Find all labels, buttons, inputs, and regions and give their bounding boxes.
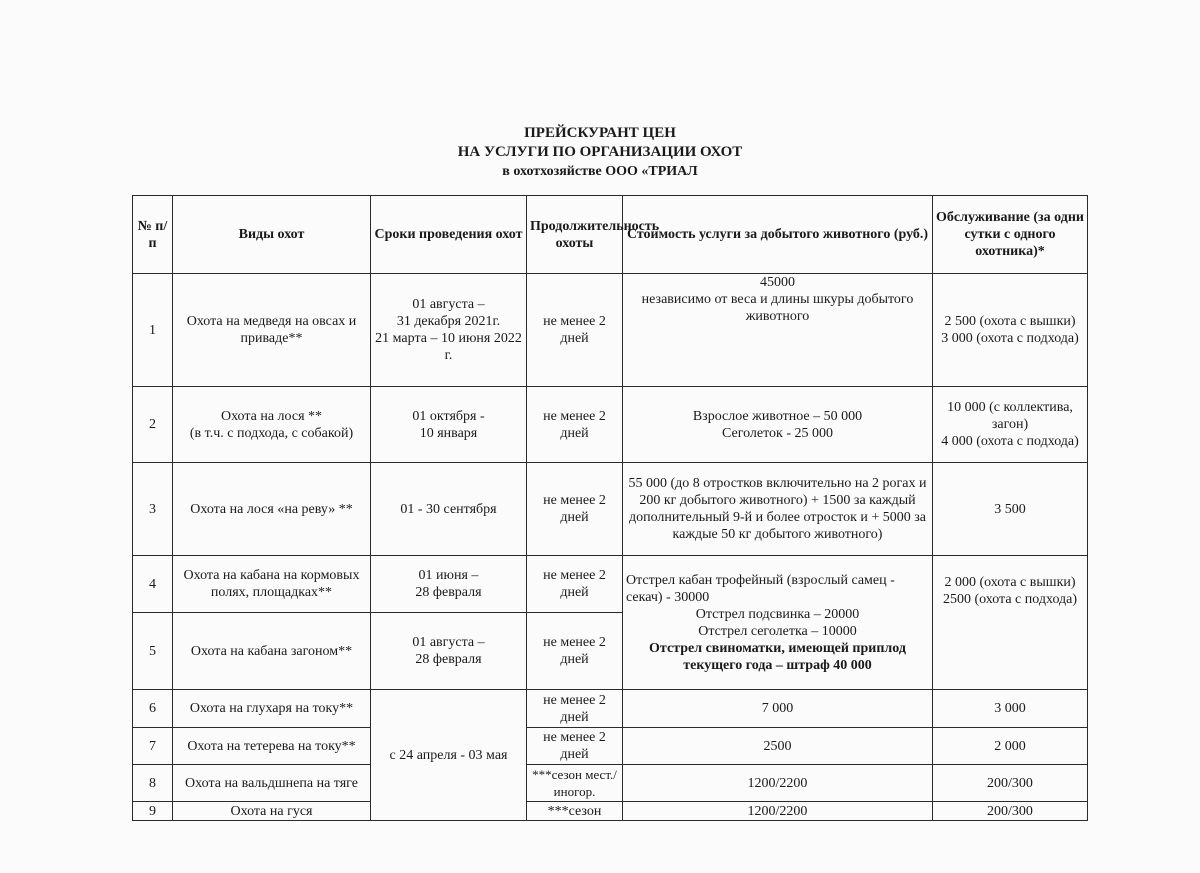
row-num: 9: [133, 802, 173, 821]
row-price: 7 000: [623, 690, 933, 728]
row-type: Охота на вальдшнепа на тяге: [173, 765, 371, 802]
row-type: Охота на гуся: [173, 802, 371, 821]
row-price: 2500: [623, 728, 933, 765]
table-row: [133, 802, 1088, 821]
title-line-3: в охотхозяйстве ООО «ТРИАЛ: [502, 164, 698, 179]
table-row: [133, 463, 1088, 556]
row-duration: не менее 2 дней: [527, 274, 623, 387]
row-dates: 01 августа – 31 декабря 2021г. 21 марта – 10 июня 2022 г.: [371, 274, 527, 387]
header-type: Виды охот: [173, 196, 371, 274]
row-duration: не менее 2 дней: [527, 728, 623, 765]
table-row: [133, 728, 1088, 765]
row-dates: 01 июня – 28 февраля: [371, 556, 527, 613]
row-type: Охота на кабана на кормовых полях, площадках**: [173, 556, 371, 613]
row-duration: не менее 2 дней: [527, 387, 623, 463]
table-row: [133, 690, 1088, 728]
row-service: 3 000: [933, 690, 1088, 728]
document-title: [330, 124, 870, 181]
boar-price-line-3: Отстрел сеголетка – 10000: [698, 623, 857, 639]
row-type: Охота на медведя на овсах и приваде**: [173, 274, 371, 387]
row-num: 2: [133, 387, 173, 463]
row-service: 3 500: [933, 463, 1088, 556]
row-price: 1200/2200: [623, 765, 933, 802]
row-num: 6: [133, 690, 173, 728]
row-service: 200/300: [933, 765, 1088, 802]
row-dates: 01 августа – 28 февраля: [371, 613, 527, 690]
table-row: [133, 274, 1088, 387]
table-row: [133, 387, 1088, 463]
row-type: Охота на глухаря на току**: [173, 690, 371, 728]
row-type: Охота на тетерева на току**: [173, 728, 371, 765]
row-price: Взрослое животное – 50 000 Сеголеток - 25 000: [623, 387, 933, 463]
header-num: № п/п: [133, 196, 173, 274]
row-duration: не менее 2 дней: [527, 613, 623, 690]
table-header-row: [133, 196, 1088, 274]
row-num: 8: [133, 765, 173, 802]
spring-dates-cell: с 24 апреля - 03 мая: [371, 690, 527, 821]
row-num: 3: [133, 463, 173, 556]
table-row: [133, 556, 1088, 613]
row-dates: 01 октября - 10 января: [371, 387, 527, 463]
title-line-2: НА УСЛУГИ ПО ОРГАНИЗАЦИИ ОХОТ: [457, 144, 743, 160]
row-duration: не менее 2 дней: [527, 463, 623, 556]
row-num: 4: [133, 556, 173, 613]
price-table: [132, 195, 1088, 821]
row-price: 45000 независимо от веса и длины шкуры добытого животного: [623, 274, 933, 387]
boar-price-line-4: Отстрел свиноматки, имеющей приплод текущего года – штраф 40 000: [649, 640, 906, 673]
row-price: 55 000 (до 8 отростков включительно на 2 рогах и 200 кг добытого животного) + 1500 за каждый дополнительный 9-й и более отросток и + 5000 за каждые 50 кг добытого животного): [623, 463, 933, 556]
row-num: 5: [133, 613, 173, 690]
row-service: 2 000: [933, 728, 1088, 765]
boar-price-cell: [623, 556, 933, 690]
header-dates: Сроки проведения охот: [371, 196, 527, 274]
header-price: Стоимость услуги за добытого животного (руб.): [623, 196, 933, 274]
row-dates: 01 - 30 сентября: [371, 463, 527, 556]
row-duration: не менее 2 дней: [527, 690, 623, 728]
row-price: 1200/2200: [623, 802, 933, 821]
row-duration: ***сезон: [527, 802, 623, 821]
row-type: Охота на лося ** (в т.ч. с подхода, с собакой): [173, 387, 371, 463]
boar-price-line-1: Отстрел кабан трофейный (взрослый самец - секач) - 30000: [626, 572, 895, 605]
row-num: 1: [133, 274, 173, 387]
row-service: 10 000 (с коллектива, загон) 4 000 (охота с подхода): [933, 387, 1088, 463]
header-service: Обслуживание (за одни сутки с одного охотника)*: [933, 196, 1088, 274]
row-num: 7: [133, 728, 173, 765]
row-type: Охота на лося «на реву» **: [173, 463, 371, 556]
row-type: Охота на кабана загоном**: [173, 613, 371, 690]
title-line-1: ПРЕЙСКУРАНТ ЦЕН: [524, 125, 676, 141]
row-service: 200/300: [933, 802, 1088, 821]
table-row: [133, 765, 1088, 802]
boar-service-cell: 2 000 (охота с вышки) 2500 (охота с подхода): [933, 556, 1088, 690]
boar-price-line-2: Отстрел подсвинка – 20000: [695, 606, 860, 622]
row-duration: ***сезон мест./иногор.: [527, 765, 623, 802]
row-service: 2 500 (охота с вышки) 3 000 (охота с подхода): [933, 274, 1088, 387]
row-duration: не менее 2 дней: [527, 556, 623, 613]
header-duration: Продолжительность охоты: [527, 196, 623, 274]
